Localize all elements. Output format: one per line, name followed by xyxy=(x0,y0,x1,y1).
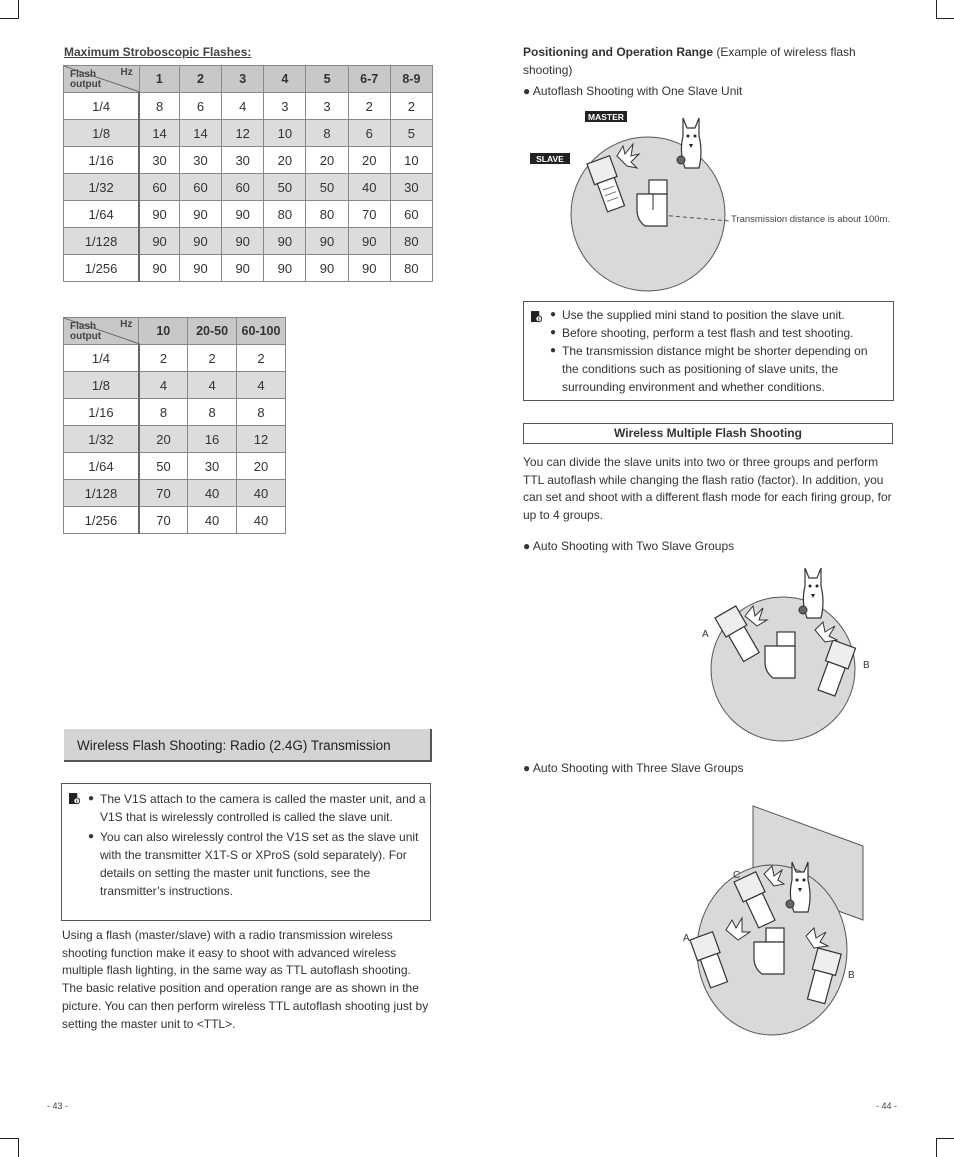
row-header-cell: 1/128 xyxy=(64,480,139,507)
table-row xyxy=(64,453,286,480)
table-cell: 90 xyxy=(348,255,390,282)
strobe-table-2 xyxy=(63,317,286,534)
table-cell: 90 xyxy=(139,201,179,228)
note-box-right xyxy=(523,301,894,401)
note-item: ● The transmission distance might be shorter depending on the conditions such as positioning of slave units, the surrounding environment and whether conditions. xyxy=(550,342,885,396)
note-icon xyxy=(531,311,542,323)
table-cell: 14 xyxy=(139,120,179,147)
table-row xyxy=(64,372,286,399)
group-a-label: A xyxy=(702,629,709,640)
diagram-two-groups xyxy=(695,560,885,745)
column-header: 5 xyxy=(306,66,348,93)
transmission-note: Transmission distance is about 100m. xyxy=(731,214,891,225)
multi-flash-paragraph: You can divide the slave units into two or three groups and perform TTL autoflash while changing the flash ratio (factor). In addition, you can set and shoot with a different flash mode for each firing group, for up to 4 groups. xyxy=(523,455,892,523)
row-header-cell: 1/64 xyxy=(64,453,139,480)
table-row xyxy=(64,480,286,507)
table-cell: 8 xyxy=(306,120,348,147)
row-header-cell: 1/256 xyxy=(64,507,139,534)
table-row xyxy=(64,120,433,147)
positioning-rest: (Example of wireless flash shooting) xyxy=(523,45,856,77)
table-cell: 4 xyxy=(222,93,264,120)
note-item: ● Before shooting, perform a test flash and test shooting. xyxy=(550,324,885,342)
column-header: 6-7 xyxy=(348,66,390,93)
table-cell: 10 xyxy=(390,147,432,174)
table-cell: 90 xyxy=(179,201,221,228)
table-cell: 80 xyxy=(306,201,348,228)
crop-mark-bottom-right xyxy=(936,1138,954,1157)
table-cell: 90 xyxy=(264,228,306,255)
table-cell: 4 xyxy=(139,372,188,399)
group-a-label: A xyxy=(683,933,690,944)
table-cell: 60 xyxy=(222,174,264,201)
note-item: ● You can also wirelessly control the V1S set as the slave unit with the transmitter X1T-S or XProS (sold separately). For details on setting the master unit functions, see the transmitter’s instructions. xyxy=(88,828,428,900)
column-header: 10 xyxy=(139,318,188,345)
table-cell: 90 xyxy=(348,228,390,255)
table-cell: 70 xyxy=(348,201,390,228)
table-row xyxy=(64,174,433,201)
table-corner-cell xyxy=(64,66,140,93)
table-cell: 30 xyxy=(390,174,432,201)
table-cell: 16 xyxy=(188,426,237,453)
bullet-three-groups: ● Auto Shooting with Three Slave Groups xyxy=(523,761,744,775)
row-header-cell: 1/32 xyxy=(64,426,139,453)
table-cell: 6 xyxy=(179,93,221,120)
table-cell: 60 xyxy=(390,201,432,228)
note-item: ● Use the supplied mini stand to position the slave unit. xyxy=(550,306,885,324)
table-cell: 90 xyxy=(139,255,179,282)
crop-mark-top-right xyxy=(936,0,954,19)
table-row xyxy=(64,147,433,174)
table-cell: 3 xyxy=(264,93,306,120)
table-cell: 20 xyxy=(348,147,390,174)
table-cell: 50 xyxy=(306,174,348,201)
diagram-one-slave xyxy=(525,108,925,298)
flash-output-label: Flash output xyxy=(70,69,102,90)
table-cell: 10 xyxy=(264,120,306,147)
table-row xyxy=(64,201,433,228)
row-header-cell: 1/64 xyxy=(64,201,140,228)
hz-label: Hz xyxy=(120,319,133,330)
table-row xyxy=(64,228,433,255)
table-cell: 30 xyxy=(188,453,237,480)
hz-label: Hz xyxy=(120,67,133,78)
table-cell: 50 xyxy=(264,174,306,201)
table-cell: 40 xyxy=(188,480,237,507)
dog-icon xyxy=(677,118,701,168)
column-header: 60-100 xyxy=(237,318,286,345)
section-title: Wireless Flash Shooting: Radio (2.4G) Transmission xyxy=(77,738,391,753)
table-cell: 90 xyxy=(179,255,221,282)
table-cell: 2 xyxy=(139,345,188,372)
table-cell: 5 xyxy=(390,120,432,147)
section-title-bar xyxy=(64,729,432,762)
table-cell: 90 xyxy=(306,228,348,255)
column-header: 4 xyxy=(264,66,306,93)
group-b-label: B xyxy=(848,970,855,981)
table-cell: 14 xyxy=(179,120,221,147)
table-cell: 8 xyxy=(139,93,179,120)
table-cell: 12 xyxy=(237,426,286,453)
bullet-two-groups: ● Auto Shooting with Two Slave Groups xyxy=(523,539,735,553)
table-row xyxy=(64,345,286,372)
bullet-one-slave: ● Autoflash Shooting with One Slave Unit xyxy=(523,84,743,98)
row-header-cell: 1/8 xyxy=(64,372,139,399)
row-header-cell: 1/4 xyxy=(64,345,139,372)
table-cell: 8 xyxy=(188,399,237,426)
table-row xyxy=(64,399,286,426)
table-cell: 3 xyxy=(306,93,348,120)
row-header-cell: 1/128 xyxy=(64,228,140,255)
table-cell: 2 xyxy=(188,345,237,372)
table-row xyxy=(64,426,286,453)
row-header-cell: 1/8 xyxy=(64,120,140,147)
dog-icon xyxy=(799,568,823,618)
table-cell: 90 xyxy=(222,228,264,255)
group-b-label: B xyxy=(863,660,870,671)
multi-flash-title: Wireless Multiple Flash Shooting xyxy=(614,426,802,440)
table-row xyxy=(64,507,286,534)
group-c-label: C xyxy=(733,870,741,881)
table-cell: 40 xyxy=(237,507,286,534)
strobe-table-1 xyxy=(63,65,433,282)
table-cell: 2 xyxy=(237,345,286,372)
table-cell: 90 xyxy=(264,255,306,282)
page-number-right: - 44 - xyxy=(876,1101,898,1111)
table-cell: 8 xyxy=(139,399,188,426)
table-corner-cell xyxy=(64,318,139,345)
table-cell: 4 xyxy=(237,372,286,399)
table-cell: 30 xyxy=(179,147,221,174)
column-header: 1 xyxy=(139,66,179,93)
table-cell: 90 xyxy=(222,255,264,282)
master-tag-label: MASTER xyxy=(588,112,624,122)
table-cell: 2 xyxy=(348,93,390,120)
slave-tag-label: SLAVE xyxy=(536,154,564,164)
table-cell: 70 xyxy=(139,480,188,507)
note-icon xyxy=(69,793,80,805)
table-cell: 70 xyxy=(139,507,188,534)
diagram-three-groups xyxy=(680,800,870,1040)
row-header-cell: 1/4 xyxy=(64,93,140,120)
table-cell: 8 xyxy=(237,399,286,426)
table-cell: 40 xyxy=(348,174,390,201)
table-cell: 6 xyxy=(348,120,390,147)
table-cell: 30 xyxy=(222,147,264,174)
left-paragraph: Using a flash (master/slave) with a radio transmission wireless shooting function make it easy to shoot with advanced wireless multiple flash lighting, in the same way as TTL autoflash shooting. The basic relative position and operation range are as shown in the picture. You can then perform wireless TTL autoflash shooting just by setting the master unit to <TTL>. xyxy=(62,928,429,1031)
table-cell: 20 xyxy=(237,453,286,480)
flash-output-label: Flash output xyxy=(70,321,102,342)
positioning-bold: Positioning and Operation Range xyxy=(523,45,714,59)
table-cell: 40 xyxy=(188,507,237,534)
table-cell: 90 xyxy=(179,228,221,255)
table-cell: 80 xyxy=(390,228,432,255)
table-cell: 30 xyxy=(139,147,179,174)
table-row xyxy=(64,93,433,120)
page-number-left: - 43 - xyxy=(47,1101,69,1111)
row-header-cell: 1/256 xyxy=(64,255,140,282)
table-cell: 20 xyxy=(264,147,306,174)
note-item: ● The V1S attach to the camera is called the master unit, and a V1S that is wirelessly controlled is called the slave unit. xyxy=(88,790,428,826)
column-header: 8-9 xyxy=(390,66,432,93)
note-list-right xyxy=(550,306,885,396)
strobe-title: Maximum Stroboscopic Flashes: xyxy=(64,45,252,59)
crop-mark-bottom-left xyxy=(0,1138,19,1157)
column-header: 20-50 xyxy=(188,318,237,345)
table-cell: 12 xyxy=(222,120,264,147)
note-list-left xyxy=(88,790,428,900)
table-cell: 60 xyxy=(179,174,221,201)
multi-flash-title-box xyxy=(523,423,893,444)
table-cell: 2 xyxy=(390,93,432,120)
row-header-cell: 1/16 xyxy=(64,147,140,174)
table-cell: 90 xyxy=(139,228,179,255)
table-cell: 20 xyxy=(139,426,188,453)
note-box-left xyxy=(61,783,431,921)
crop-mark-top-left xyxy=(0,0,19,19)
table-cell: 4 xyxy=(188,372,237,399)
table-cell: 40 xyxy=(237,480,286,507)
table-cell: 50 xyxy=(139,453,188,480)
table-row xyxy=(64,255,433,282)
row-header-cell: 1/16 xyxy=(64,399,139,426)
column-header: 3 xyxy=(222,66,264,93)
table-cell: 80 xyxy=(390,255,432,282)
table-cell: 90 xyxy=(306,255,348,282)
positioning-heading xyxy=(523,44,893,79)
column-header: 2 xyxy=(179,66,221,93)
table-cell: 80 xyxy=(264,201,306,228)
table-cell: 20 xyxy=(306,147,348,174)
table-cell: 90 xyxy=(222,201,264,228)
row-header-cell: 1/32 xyxy=(64,174,140,201)
table-cell: 60 xyxy=(139,174,179,201)
